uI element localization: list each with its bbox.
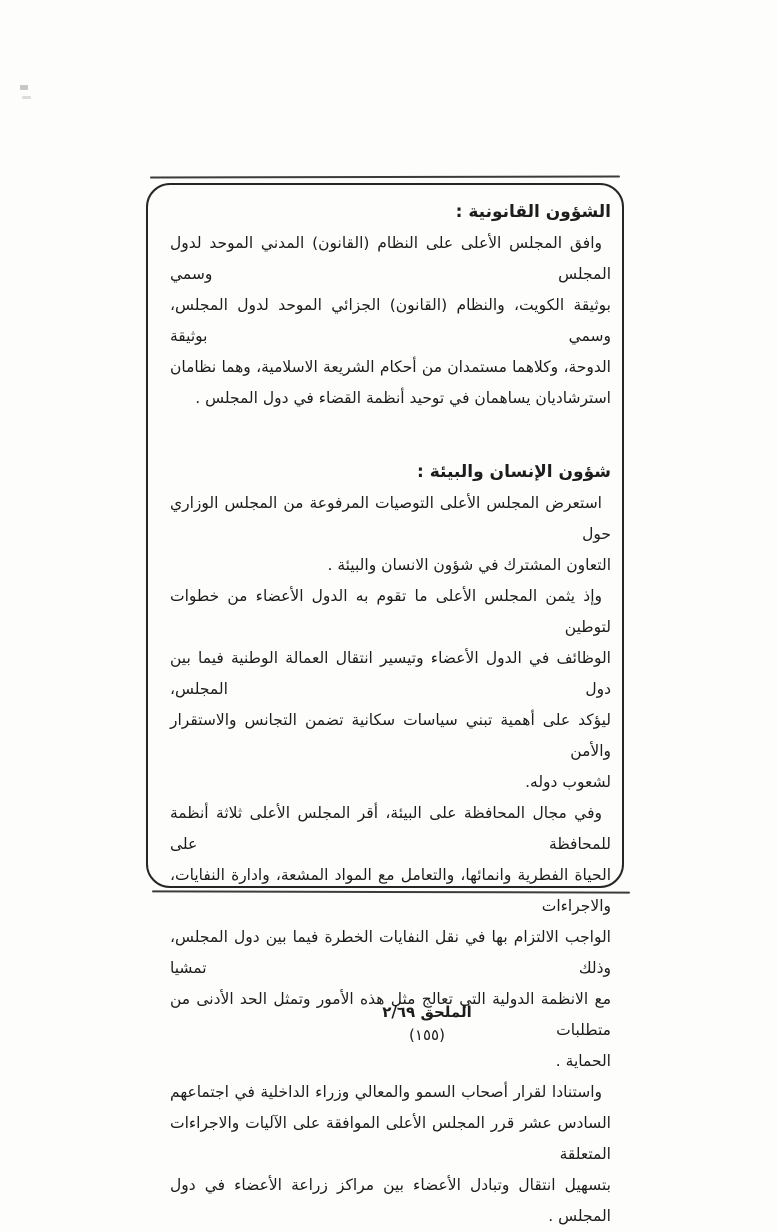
scan-speck <box>20 85 28 90</box>
text-line: واستنادا لقرار أصحاب السمو والمعالي وزراء الداخلية في اجتماعهم <box>170 1083 602 1101</box>
paragraph <box>170 1077 611 1232</box>
section-heading-legal-affairs: الشؤون القانونية : <box>455 202 611 222</box>
appendix-label: الملحق ٢/٦٩ <box>382 1003 472 1021</box>
text-line: مع الانظمة الدولية التي تعالج مثل هذه الأمور وتمثل الحد الأدنى من متطلبات <box>170 990 611 1039</box>
text-line: لشعوب دوله. <box>525 773 611 791</box>
paragraph <box>170 228 611 414</box>
text-line: ليؤكد على أهمية تبني سياسات سكانية تضمن التجانس والاستقرار والأمن <box>170 711 611 760</box>
text-line: الوظائف في الدول الأعضاء وتيسير انتقال العمالة الوطنية فيما بين دول المجلس، <box>170 649 611 698</box>
text-line: بتسهيل انتقال وتبادل الأعضاء بين مراكز زراعة الأعضاء في دول المجلس . <box>170 1176 611 1225</box>
scan-artifact-line-top <box>150 176 620 179</box>
text-line: وافق المجلس الأعلى على النظام (القانون) المدني الموحد لدول المجلس وسمي <box>170 234 611 283</box>
paragraph <box>170 488 611 581</box>
section-legal-affairs <box>170 197 611 414</box>
text-line: السادس عشر قرر المجلس الأعلى الموافقة على الآليات والاجراءات المتعلقة <box>170 1114 611 1163</box>
scan-speck <box>22 96 31 99</box>
paragraph <box>170 581 611 798</box>
text-line: الحماية . <box>555 1052 611 1070</box>
text-line: الواجب الالتزام بها في نقل النفايات الخطرة فيما بين دول المجلس، وذلك تمشيا <box>170 928 611 977</box>
text-line: استعرض المجلس الأعلى التوصيات المرفوعة من المجلس الوزاري حول <box>170 494 611 543</box>
section-heading-human-environment: شؤون الإنسان والبيئة : <box>417 462 611 482</box>
text-line: استرشاديان يساهمان في توحيد أنظمة القضاء في دول المجلس . <box>195 389 611 407</box>
page-number: (١٥٥) <box>409 1026 445 1044</box>
text-line: الحياة الفطرية وانمائها، والتعامل مع المواد المشعة، وادارة النفايات، والاجراءات <box>170 866 611 915</box>
page-footer <box>382 1001 471 1047</box>
text-line: التعاون المشترك في شؤون الانسان والبيئة . <box>327 556 611 574</box>
text-line: الدوحة، وكلاهما مستمدان من أحكام الشريعة الاسلامية، وهما نظامان <box>170 358 611 376</box>
text-line: وفي مجال المحافظة على البيئة، أقر المجلس الأعلى ثلاثة أنظمة للمحافظة على <box>170 804 611 853</box>
text-line: وإذ يثمن المجلس الأعلى ما تقوم به الدول الأعضاء من خطوات لتوطين <box>170 587 611 636</box>
section-human-environment <box>170 457 611 1232</box>
text-line: بوثيقة الكويت، والنظام (القانون) الجزائي الموحد لدول المجلس، وسمي بوثيقة <box>170 296 611 345</box>
